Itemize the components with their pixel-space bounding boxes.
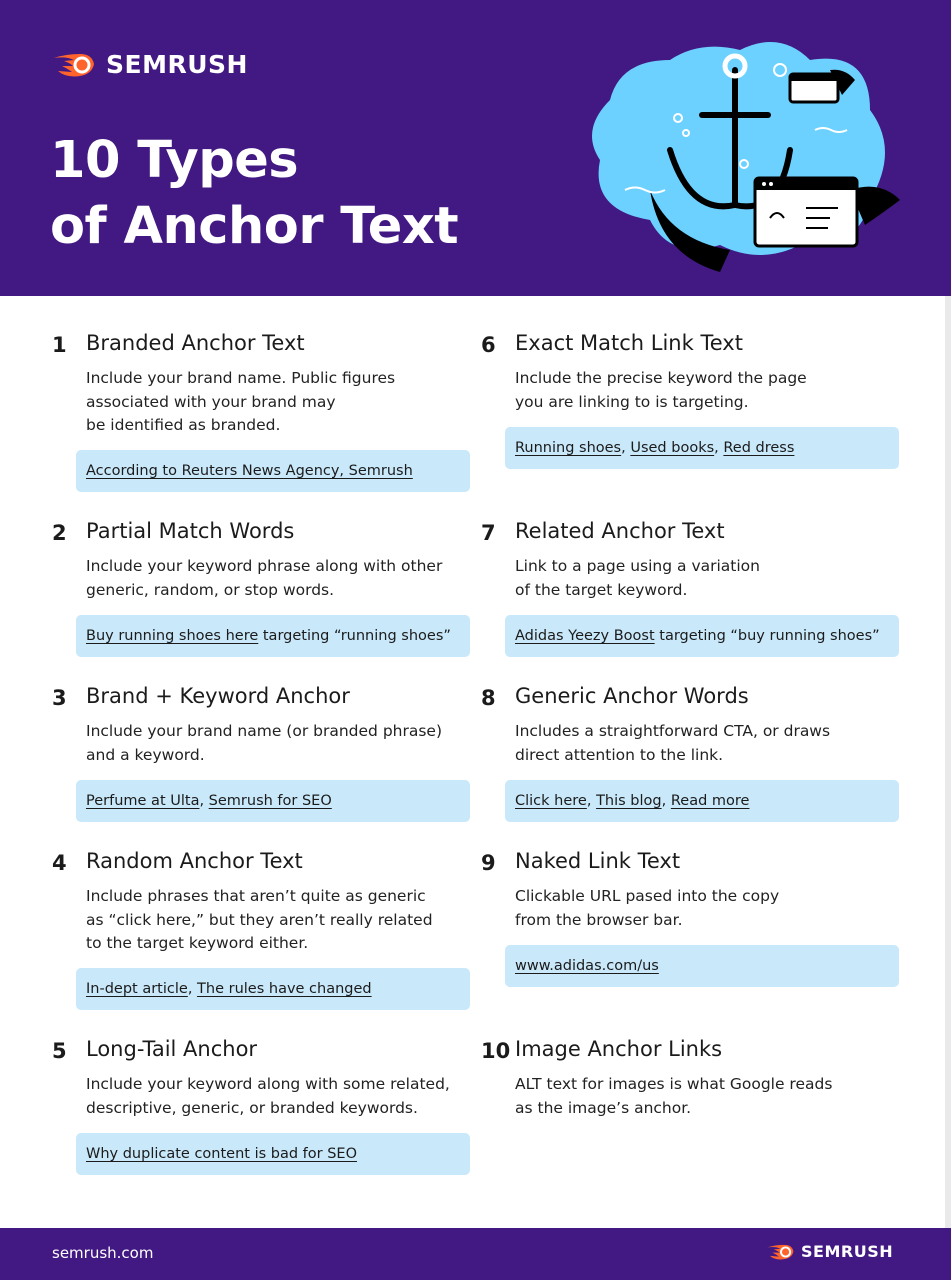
example-box: Perfume at Ulta, Semrush for SEO	[76, 780, 470, 822]
example-link[interactable]: According to Reuters News Agency, Semrush	[86, 463, 413, 479]
example-box: Running shoes, Used books, Red dress	[505, 427, 899, 469]
item-heading: Branded Anchor Text	[86, 331, 305, 355]
item-number: 7	[481, 521, 496, 545]
item-number: 10	[481, 1039, 511, 1063]
title-line-2: of Anchor Text	[50, 197, 459, 256]
semrush-flame-icon	[52, 52, 98, 78]
example-link[interactable]: Perfume at Ulta	[86, 793, 200, 809]
item-heading: Partial Match Words	[86, 519, 295, 543]
item-heading: Exact Match Link Text	[515, 331, 743, 355]
item-heading: Generic Anchor Words	[515, 684, 749, 708]
example-link[interactable]: Why duplicate content is bad for SEO	[86, 1146, 357, 1162]
example-trail: targeting “running shoes”	[258, 628, 451, 644]
example-box	[505, 615, 899, 657]
example-box	[76, 450, 470, 492]
header-banner	[0, 0, 951, 296]
item-description: Include your brand name (or branded phrase) and a keyword.	[86, 722, 443, 764]
item-description: Include your keyword along with some related, descriptive, generic, or branded keywords.	[86, 1075, 450, 1117]
page-edge	[945, 296, 951, 1228]
item-number: 5	[52, 1039, 67, 1063]
example-link[interactable]: Semrush for SEO	[208, 793, 332, 809]
item-number: 3	[52, 686, 67, 710]
item-number: 8	[481, 686, 496, 710]
example-box: Click here, This blog, Read more	[505, 780, 899, 822]
example-link[interactable]: www.adidas.com/us	[515, 958, 659, 974]
item-heading: Brand + Keyword Anchor	[86, 684, 350, 708]
semrush-flame-icon	[766, 1243, 796, 1261]
example-link[interactable]: Adidas Yeezy Boost	[515, 628, 655, 644]
example-link[interactable]: Read more	[670, 793, 750, 809]
anchor-illustration	[580, 40, 910, 280]
item-heading: Related Anchor Text	[515, 519, 725, 543]
item-heading: Random Anchor Text	[86, 849, 303, 873]
item-number: 1	[52, 333, 67, 357]
page-title	[50, 128, 458, 260]
item-number: 4	[52, 851, 67, 875]
item-number: 6	[481, 333, 496, 357]
example-link[interactable]: Used books	[630, 440, 715, 456]
semrush-logo[interactable]	[52, 50, 248, 79]
logo-wordmark: SEMRUSH	[801, 1242, 894, 1261]
item-heading: Naked Link Text	[515, 849, 681, 873]
item-description: Include your keyword phrase along with other generic, random, or stop words.	[86, 557, 443, 599]
item-number: 2	[52, 521, 67, 545]
example-link[interactable]: Buy running shoes here	[86, 628, 259, 644]
item-description: Include your brand name. Public figures associated with your brand may be identified as branded.	[86, 369, 396, 434]
example-link[interactable]: This blog	[596, 793, 662, 809]
item-description: Clickable URL pased into the copy from the browser bar.	[515, 887, 780, 929]
footer-site-link[interactable]: semrush.com	[52, 1244, 154, 1262]
example-box: In-dept article, The rules have changed	[76, 968, 470, 1010]
example-link[interactable]: Running shoes	[515, 440, 622, 456]
example-box	[505, 945, 899, 987]
footer	[0, 1228, 951, 1280]
logo-wordmark: SEMRUSH	[106, 50, 248, 79]
example-box	[76, 615, 470, 657]
item-heading: Image Anchor Links	[515, 1037, 723, 1061]
item-number: 9	[481, 851, 496, 875]
footer-semrush-logo[interactable]	[766, 1242, 893, 1261]
item-heading: Long-Tail Anchor	[86, 1037, 258, 1061]
item-description: Include phrases that aren’t quite as generic as “click here,” but they aren’t really related to the target keyword either.	[86, 887, 433, 952]
example-link[interactable]: Click here	[515, 793, 587, 809]
title-line-1: 10 Types	[50, 131, 299, 190]
item-description: Link to a page using a variation of the target keyword.	[515, 557, 760, 599]
example-trail: targeting “buy running shoes”	[654, 628, 880, 644]
example-link[interactable]: Red dress	[723, 440, 795, 456]
item-description: Include the precise keyword the page you are linking to is targeting.	[515, 369, 807, 411]
example-link[interactable]: In-dept article	[86, 981, 188, 997]
item-description: ALT text for images is what Google reads as the image’s anchor.	[515, 1075, 833, 1117]
example-box	[76, 1133, 470, 1175]
example-link[interactable]: The rules have changed	[197, 981, 372, 997]
item-description: Includes a straightforward CTA, or draws direct attention to the link.	[515, 722, 831, 764]
